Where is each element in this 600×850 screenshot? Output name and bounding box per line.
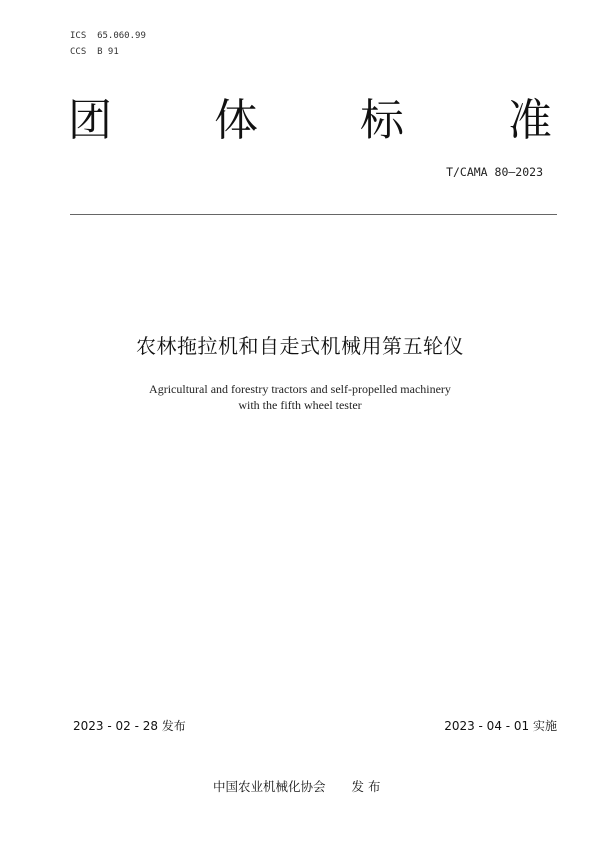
- document-title-en-line2: with the fifth wheel tester: [238, 398, 362, 412]
- header-title-char-1: 团: [68, 95, 112, 146]
- ics-code: ICS 65.060.99: [70, 31, 146, 41]
- publisher-name: 中国农业机械化协会: [213, 779, 326, 794]
- classification-codes: [70, 28, 146, 60]
- publish-date: 2023 - 02 - 28 发布: [73, 719, 186, 733]
- implement-date: 2023 - 04 - 01 实施: [444, 719, 557, 733]
- document-title-cn: 农林拖拉机和自走式机械用第五轮仪: [136, 334, 464, 358]
- header-title-char-4: 准: [508, 95, 552, 146]
- header-title-char-3: 标: [360, 95, 404, 146]
- publish-action: 发 布: [351, 779, 381, 794]
- ccs-code: CCS B 91: [70, 47, 119, 57]
- header-divider: [70, 214, 557, 215]
- standard-number: T/CAMA 80—2023: [446, 165, 543, 179]
- document-title-en: [0, 381, 600, 413]
- document-title-en-line1: Agricultural and forestry tractors and self-propelled machinery: [149, 382, 451, 396]
- header-title-char-2: 体: [214, 95, 258, 146]
- publisher-line: [213, 777, 381, 795]
